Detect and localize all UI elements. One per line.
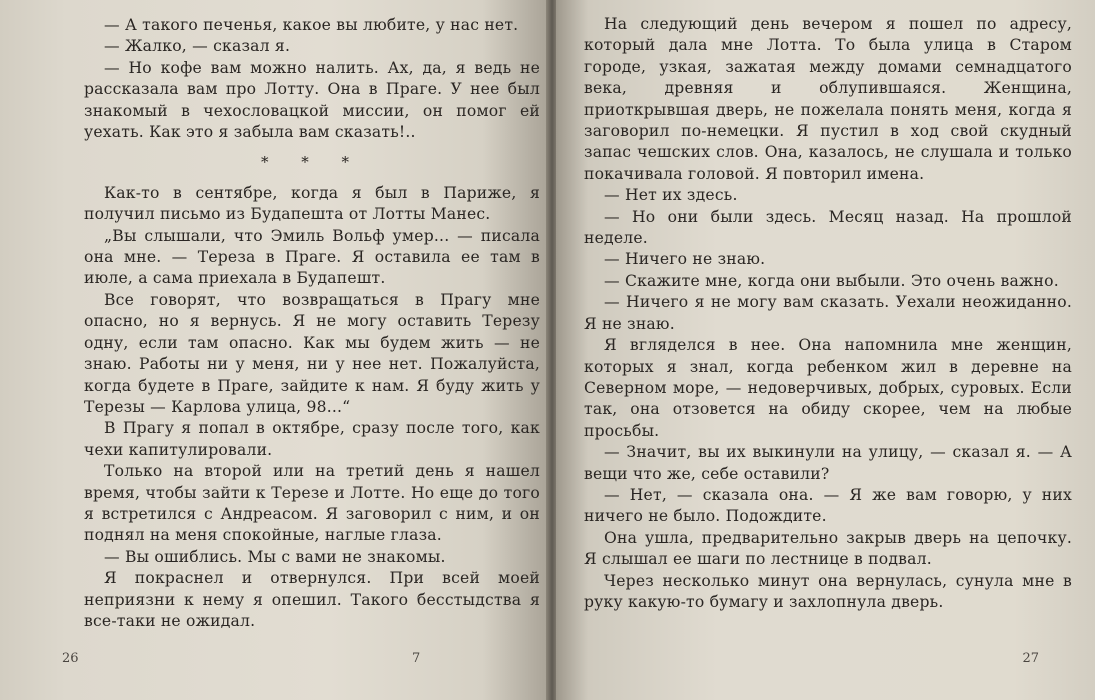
signature-mark: 7 <box>412 651 421 666</box>
paragraph: Она ушла, предварительно закрыв дверь на цепочку. Я слышал ее шаги по лестнице в подвал. <box>584 528 1072 569</box>
right-page-text <box>584 14 1072 613</box>
section-separator: * * * <box>260 153 364 172</box>
paragraph: „Вы слышали, что Эмиль Вольф умер... — писала она мне. — Тереза в Праге. Я оставила ее там в июле, а сама приехала в Будапешт. <box>84 226 540 288</box>
left-page-text <box>84 15 540 632</box>
paragraph: — Нет, — сказала она. — Я же вам говорю, у них ничего не было. Подождите. <box>584 485 1072 526</box>
paragraph: — Жалко, — сказал я. <box>104 37 291 56</box>
paragraph: Я вгляделся в нее. Она напомнила мне женщин, которых я знал, когда ребенком жил в деревне на Северном море, — недоверчивых, добрых, суровых. Если так, она отзовется на обиду скорее, чем на любые просьбы. <box>584 336 1072 440</box>
paragraph: — Вы ошиблись. Мы с вами не знакомы. <box>104 547 446 566</box>
paragraph: Только на второй или на третий день я нашел время, чтобы зайти к Терезе и Лотте. Но еще до того я встретился с Андреасом. Я заговорил с ним, и он поднял на меня спокойные, наглые глаза. <box>84 462 540 545</box>
paragraph: — Ничего я не могу вам сказать. Уехали неожиданно. Я не знаю. <box>584 293 1072 333</box>
paragraph: — Но кофе вам можно налить. Ах, да, я ведь не рассказала вам про Лотту. Она в Праге. У нее был знакомый в чехословацкой миссии, он помог ей уехать. Как это я забыла вам сказать!.. <box>84 58 540 142</box>
paragraph: Как-то в сентябре, когда я был в Париже, я получил письмо из Будапешта от Лотты Манес. <box>84 183 540 224</box>
page-number: 26 <box>62 651 79 666</box>
paragraph: — Скажите мне, когда они выбыли. Это очень важно. <box>604 271 1059 290</box>
right-page <box>556 0 1095 700</box>
paragraph: Я покраснел и отвернулся. При всей моей неприязни к нему я опешил. Такого бесстыдства я все-таки не ожидал. <box>84 569 540 630</box>
paragraph: — Но они были здесь. Месяц назад. На прошлой неделе. <box>584 207 1072 248</box>
paragraph: В Прагу я попал в октябре, сразу после того, как чехи капитулировали. <box>84 419 540 459</box>
paragraph: Через несколько минут она вернулась, сунула мне в руку какую-то бумагу и захлопнула дверь. <box>584 571 1072 611</box>
paragraph: — А такого печенья, какое вы любите, у нас нет. <box>104 16 519 34</box>
paragraph: — Нет их здесь. <box>604 186 738 205</box>
paragraph: Все говорят, что возвращаться в Прагу мне опасно, но я вернусь. Я не могу оставить Терезу одну, если там опасно. Как мы будем жить — не знаю. Работы ни у меня, ни у нее нет. Пожалуйста, когда будете в Праге, зайдите к нам. Я буду жить у Терезы — Карлова улица, 98...“ <box>84 290 540 416</box>
paragraph: — Ничего не знаю. <box>604 250 766 269</box>
page-number: 27 <box>1022 651 1039 666</box>
paragraph: — Значит, вы их выкинули на улицу, — сказал я. — А вещи что же, себе оставили? <box>584 443 1072 483</box>
paragraph: На следующий день вечером я пошел по адресу, который дала мне Лотта. То была улица в Старом городе, узкая, зажатая между домами семнадцатого века, древняя и облупившаяся. Женщина, приоткрывшая дверь, не пожелала понять меня, когда я заговорил по-немецки. Я пустил в ход свой скудный запас чешских слов. Она, казалось, не слушала и только покачивала головой. Я повторил имена. <box>584 15 1072 183</box>
